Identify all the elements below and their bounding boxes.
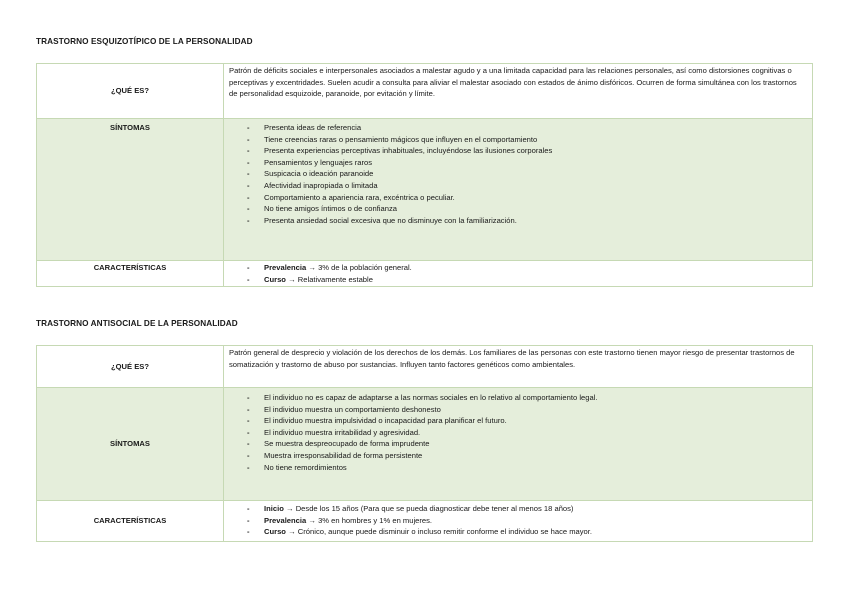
list-item: - El individuo muestra irritabilidad y agresividad. xyxy=(247,427,807,439)
list-item: - Presenta experiencias perceptivas inhabituales, incluyéndose las ilusiones corporales xyxy=(247,145,807,157)
arrow-right-icon: → xyxy=(308,515,316,525)
section-title: TRASTORNO ESQUIZOTÍPICO DE LA PERSONALIDAD xyxy=(36,37,253,46)
que-es-label: ¿QUÉ ES? xyxy=(37,346,224,388)
arrow-right-icon: → xyxy=(288,274,296,284)
sintomas-row xyxy=(37,119,813,261)
caracteristicas-row xyxy=(37,501,813,542)
list-item: - No tiene remordimientos xyxy=(247,462,807,474)
caracteristicas-label: CARACTERÍSTICAS xyxy=(37,261,224,287)
item-key: Inicio xyxy=(264,504,284,513)
list-item: - Afectividad inapropiada o limitada xyxy=(247,180,807,192)
list-item: - Tiene creencias raras o pensamiento mágicos que influyen en el comportamiento xyxy=(247,134,807,146)
list-item: - Suspicacia o ideación paranoide xyxy=(247,168,807,180)
list-item xyxy=(247,274,807,286)
que-es-label: ¿QUÉ ES? xyxy=(37,64,224,119)
list-item: - El individuo no es capaz de adaptarse a las normas sociales en lo relativo al comportamiento legal. xyxy=(247,392,807,404)
item-key: Prevalencia xyxy=(264,515,307,525)
list-item xyxy=(247,515,807,527)
sintomas-list xyxy=(229,122,807,226)
que-es-row xyxy=(37,64,813,119)
que-es-text: Patrón general de desprecio y violación de los derechos de los demás. Los familiares de las personas con este trastorno tienen mayor riesgo de presentar trastornos de somatización y trastorno de abuso por sustancias. Influyen tanto factores genéticos como ambientales. xyxy=(224,346,813,388)
list-item: - Presenta ideas de referencia xyxy=(247,122,807,134)
list-item: - Comportamiento a apariencia rara, excéntrica o peculiar. xyxy=(247,192,807,204)
disorder-table xyxy=(36,345,813,542)
list-item xyxy=(247,503,807,515)
caracteristicas-list xyxy=(229,262,807,285)
item-value: Crónico, aunque puede disminuir o incluso remitir conforme el individuo se hace mayor. xyxy=(297,527,592,537)
item-value: Relativamente estable xyxy=(297,274,373,284)
arrow-right-icon: → xyxy=(285,504,294,513)
list-item xyxy=(247,526,807,538)
list-item: - El individuo muestra un comportamiento deshonesto xyxy=(247,404,807,416)
item-value: Desde los 15 años (Para que se pueda diagnosticar debe tener al menos 18 años) xyxy=(295,504,574,513)
caracteristicas-list xyxy=(229,503,807,538)
arrow-right-icon: → xyxy=(288,527,296,537)
list-item: - Se muestra despreocupado de forma imprudente xyxy=(247,438,807,450)
que-es-row xyxy=(37,346,813,388)
sintomas-row xyxy=(37,388,813,501)
section-title: TRASTORNO ANTISOCIAL DE LA PERSONALIDAD xyxy=(36,319,238,328)
arrow-right-icon: → xyxy=(308,263,316,272)
caracteristicas-label: CARACTERÍSTICAS xyxy=(37,501,224,542)
item-value: 3% en hombres y 1% en mujeres. xyxy=(318,515,433,525)
sintomas-label: SÍNTOMAS xyxy=(37,388,224,501)
list-item xyxy=(247,262,807,274)
item-key: Curso xyxy=(264,274,286,284)
list-item: - No tiene amigos íntimos o de confianza xyxy=(247,203,807,215)
list-item: - Presenta ansiedad social excesiva que no disminuye con la familiarización. xyxy=(247,215,807,227)
list-item: - Muestra irresponsabilidad de forma persistente xyxy=(247,450,807,462)
sintomas-list xyxy=(229,392,807,473)
item-key: Curso xyxy=(264,527,286,537)
caracteristicas-row xyxy=(37,261,813,287)
item-key: Prevalencia xyxy=(264,263,307,272)
disorder-table xyxy=(36,63,813,287)
sintomas-label: SÍNTOMAS xyxy=(37,119,224,261)
list-item: - El individuo muestra impulsividad o incapacidad para planificar el futuro. xyxy=(247,415,807,427)
list-item: - Pensamientos y lenguajes raros xyxy=(247,157,807,169)
item-value: 3% de la población general. xyxy=(318,263,412,272)
que-es-text: Patrón de déficits sociales e interpersonales asociados a malestar agudo y a una limitada capacidad para las relaciones personales, así como distorsiones cognitivas o perceptivas y excentridades. Suelen acudir a consulta para aliviar el malestar asociado con estados de ánimo disfóricos. Ocurren de forma simultánea con los trastornos de personalidad esquizoide, paranoide, por evitación y límite. xyxy=(224,64,813,119)
